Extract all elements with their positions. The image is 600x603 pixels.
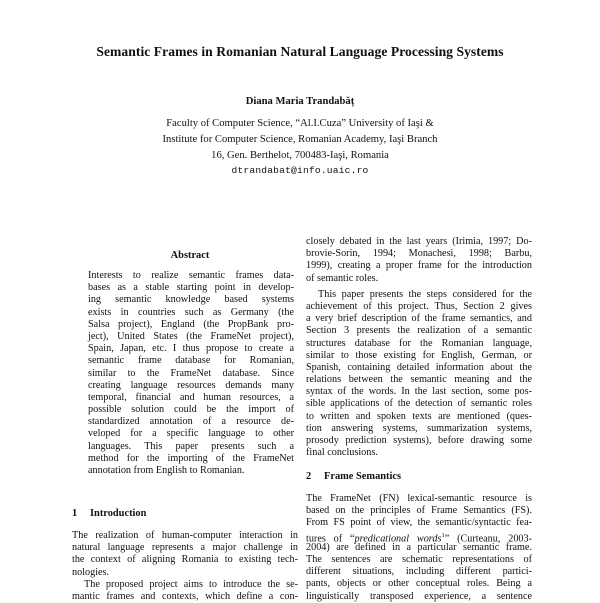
intro-cont-line: a very brief description of the frame semantics, and: [306, 313, 532, 325]
section-1-heading: [72, 508, 146, 519]
abstract-line: languages. This paper presents such a: [88, 440, 294, 452]
intro-cont-line: prosody prediction systems), before drawing some: [306, 435, 532, 446]
intro-cont-line: to written and spoken texts are mentioned (ques-: [306, 410, 532, 422]
author-name: Diana Maria Trandabăț: [245, 96, 355, 107]
intro-cont-line: tion answering systems, summarization systems,: [306, 422, 532, 434]
intro-cont-line: Section 3 presents the realization of a semantic: [306, 325, 532, 337]
abstract-line: semantic frame database for Romanian,: [88, 355, 294, 367]
abstract-line: standardized annotation of a resource de-: [88, 416, 294, 428]
abstract-body: [88, 270, 294, 477]
abstract-line: possible solution could be the import of: [88, 404, 294, 416]
abstract-line: exists in countries such as Germany (the: [88, 306, 294, 318]
intro-cont-line: Spanish, containing detailed information about the: [306, 361, 532, 373]
intro-cont-line: of semantic roles.: [306, 272, 379, 284]
fs-line-suffix: ” (Curteanu, 2003-: [444, 532, 533, 544]
section-2-heading: [306, 471, 401, 482]
author-email[interactable]: dtrandabat@info.uaic.ro: [231, 165, 369, 176]
intro-cont-line: 1999), creating a proper frame for the introduction: [306, 260, 532, 272]
section-1-title: Introduction: [90, 508, 147, 519]
intro-line: natural language represents a major challenge in: [72, 542, 298, 554]
intro-line: mantic frames and contexts, which define a con-: [72, 590, 298, 602]
section-2-number: 2: [306, 471, 312, 482]
intro-cont-line: relations between the semantic meaning and the: [306, 374, 532, 386]
fs-line: different situations, including different partici-: [306, 566, 532, 578]
abstract-heading: Abstract: [170, 250, 210, 261]
fs-line-with-italic: [306, 530, 532, 542]
section-1-number: 1: [72, 508, 78, 519]
affiliation-line-3: 16, Gen. Berthelot, 700483-Iaşi, Romania: [211, 150, 389, 161]
paper-title: Semantic Frames in Romanian Natural Language Processing Systems: [96, 44, 504, 59]
fs-line: based on the principles of Frame Semantics (FS).: [306, 505, 532, 517]
intro-cont-line: similar to those existing for English, German, or: [306, 349, 532, 361]
intro-cont-line: syntax of the words. In the last section, some pos-: [306, 386, 532, 398]
affiliation-line-2: Institute for Computer Science, Romanian Academy, Iaşi Branch: [162, 134, 438, 145]
abstract-line: ing semantic knowledge based systems: [88, 294, 294, 306]
section-2-title: Frame Semantics: [324, 471, 402, 482]
abstract-line: ject), United States (the FrameNet project),: [88, 330, 294, 342]
fs-line-prefix: tures of “: [306, 532, 355, 544]
fs-line: From FS point of view, the semantic/syntactic fea-: [306, 517, 532, 529]
intro-cont-line: achievement of this project. Thus, Section 2 gives: [306, 300, 532, 312]
abstract-line: Interests to realize semantic frames data-: [88, 270, 294, 281]
fs-line: The sentences are schematic representations of: [306, 553, 532, 565]
abstract-line: veloped for a specific language to other: [88, 428, 294, 440]
abstract-line: temporal, financial and human resources, a: [88, 391, 294, 403]
abstract-line: similar to the FrameNet database. Since: [88, 367, 294, 379]
abstract-line: bases as a stable starting point in develop-: [88, 282, 294, 294]
intro-line: nologies.: [72, 566, 110, 578]
intro-cont-line: final conclusions.: [306, 447, 378, 459]
frame-semantics-body: [306, 493, 532, 603]
fs-line: linguistically transposed experience, a sentence: [306, 590, 532, 602]
intro-cont-line: sible applications of the detection of semantic roles: [306, 398, 532, 410]
intro-cont-line: structures database for the Romanian language,: [306, 337, 532, 349]
fs-line: The FrameNet (FN) lexical-semantic resource is: [306, 493, 532, 504]
abstract-line: Spain, Japan, etc. I thus propose to create a: [88, 343, 294, 355]
abstract-line: creating language resources demands many: [88, 379, 294, 391]
intro-cont-line: This paper presents the steps considered for the: [318, 288, 532, 300]
intro-cont-line: brovie-Sorin, 1994; Monachesi, 1998; Barbu,: [306, 248, 532, 260]
introduction-body: [72, 530, 298, 603]
intro-line: The realization of human-computer interaction in: [72, 530, 298, 541]
intro-line: the context of aligning Romania to existing tech-: [72, 554, 298, 566]
affiliation-line-1: Faculty of Computer Science, “Al.I.Cuza” University of Iaşi &: [166, 118, 434, 129]
fs-line: pants, objects or other conceptual roles. Being a: [306, 578, 532, 590]
intro-line: The proposed project aims to introduce the se-: [84, 578, 298, 590]
abstract-line: method for the importing of the FrameNet: [88, 452, 294, 464]
footnote-marker[interactable]: 1: [441, 531, 445, 539]
intro-cont-line: closely debated in the last years (Irimia, 1997; Do-: [306, 236, 532, 247]
abstract-line: annotation from English to Romanian.: [88, 465, 245, 476]
predicational-words-term: predicational words: [354, 532, 442, 544]
abstract-line: Salsa project), England (the PropBank pro-: [88, 318, 294, 330]
right-column-intro: [306, 236, 532, 459]
fs-line: 2004) are defined in a particular semantic frame.: [306, 541, 532, 553]
